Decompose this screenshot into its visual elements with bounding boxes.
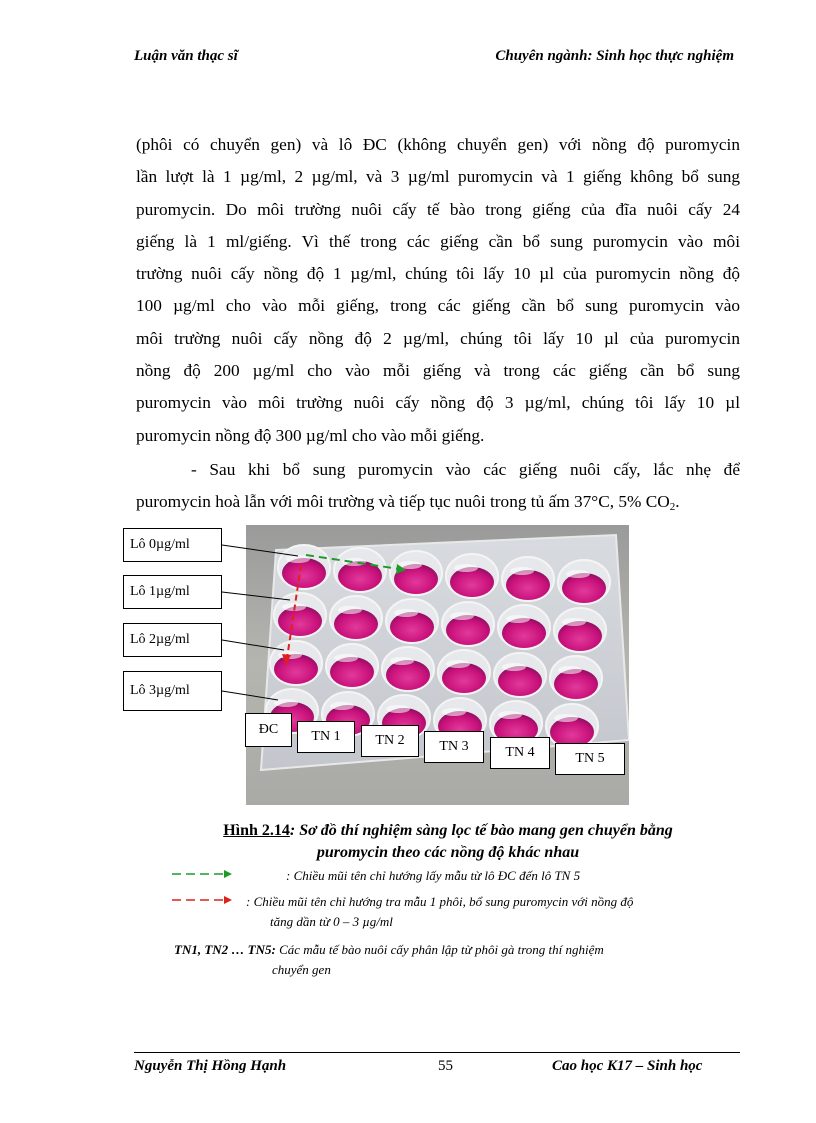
paragraph-line: nồng độ 200 µg/ml cho vào mỗi giếng và trong các giếng cần bổ sung — [136, 361, 740, 381]
row-label-1: Lô 1µg/ml — [123, 575, 222, 609]
connector-line — [222, 592, 290, 600]
column-label-4: TN 4 — [490, 737, 550, 769]
column-label-1: TN 1 — [297, 721, 355, 753]
legend-red-arrow-head — [224, 896, 232, 904]
paragraph-line: puromycin vào môi trường nuôi cấy nồng độ 3 µg/ml, chúng tôi lấy 10 µl — [136, 393, 740, 413]
page-number: 55 — [438, 1058, 453, 1074]
legend-red-line1: : Chiều mũi tên chỉ hướng tra mẫu 1 phôi, bổ sung puromycin với nồng độ — [246, 894, 634, 909]
paragraph-line: puromycin. Do môi trường nuôi cấy tế bào trong giếng của đĩa nuôi cấy 24 — [136, 199, 740, 219]
paragraph-text: puromycin hoà lẫn với môi trường và tiếp tục nuôi trong tủ ấm 37°C, 5% CO — [136, 492, 670, 512]
header-right: Chuyên ngành: Sinh học thực nghiệm — [495, 48, 734, 64]
connector-line — [222, 545, 298, 556]
column-label-5: TN 5 — [555, 743, 625, 775]
paragraph-line: puromycin nồng độ 300 µg/ml cho vào mỗi giếng. — [136, 425, 485, 445]
footer-author: Nguyễn Thị Hồng Hạnh — [134, 1058, 287, 1074]
caption-text: : Sơ đồ thí nghiệm sàng lọc tế bào mang gen chuyển bằng — [289, 822, 673, 839]
paragraph-line: 100 µg/ml cho vào mỗi giếng, trong các giếng cần bổ sung puromycin vào — [136, 296, 740, 316]
column-label-2: TN 2 — [361, 725, 419, 757]
connector-line — [222, 691, 278, 700]
footer-rule — [134, 1052, 740, 1053]
subscript: 2 — [669, 501, 676, 514]
legend-green-text: : Chiều mũi tên chỉ hướng lấy mẫu từ lô ĐC đến lô TN 5 — [286, 868, 581, 883]
legend-arrows — [170, 866, 240, 906]
paragraph-line: môi trường nuôi cấy nồng độ 2 µg/ml, chúng tôi lấy 10 µl của puromycin — [136, 328, 740, 348]
connector-line — [222, 640, 284, 650]
column-label-3: TN 3 — [424, 731, 484, 763]
legend-green-arrow-head — [224, 870, 232, 878]
legend-tn-label: TN1, TN2 … TN5: — [174, 942, 276, 957]
legend-red-text — [246, 892, 740, 932]
paragraph-line: - Sau khi bổ sung puromycin vào các giếng nuôi cấy, lắc nhẹ để — [191, 460, 740, 479]
legend-tn-line1: Các mẫu tế bào nuôi cấy phân lập từ phôi gà trong thí nghiệm — [275, 942, 604, 957]
row-label-3: Lô 3µg/ml — [123, 671, 222, 711]
paragraph-line: lần lượt là 1 µg/ml, 2 µg/ml, và 3 µg/ml puromycin và 1 giếng không bổ sung — [136, 167, 740, 187]
figure-number: Hình 2.14 — [223, 822, 290, 839]
paragraph-line: (phôi có chuyển gen) và lô ĐC (không chuyển gen) với nồng độ puromycin — [136, 135, 740, 154]
row-label-2: Lô 2µg/ml — [123, 623, 222, 657]
legend-tn-line2: chuyển gen — [272, 962, 331, 977]
figure-caption — [168, 820, 728, 864]
paragraph-line: trường nuôi cấy nồng độ 1 µg/ml, chúng tôi lấy 10 µl của puromycin nồng độ — [136, 264, 740, 284]
paragraph-period: . — [675, 492, 680, 512]
column-label-0: ĐC — [245, 713, 292, 747]
footer-program: Cao học K17 – Sinh học — [552, 1058, 703, 1074]
row-label-0: Lô 0µg/ml — [123, 528, 222, 562]
paragraph-line: giếng là 1 ml/giếng. Vì thế trong các giếng cần bổ sung puromycin vào môi — [136, 231, 740, 251]
header-left: Luận văn thạc sĩ — [134, 48, 238, 64]
legend-red-line2: tăng dần từ 0 – 3 µg/ml — [270, 914, 393, 929]
caption-text-2: puromycin theo các nồng độ khác nhau — [316, 844, 580, 861]
legend-tn-text — [174, 940, 740, 980]
